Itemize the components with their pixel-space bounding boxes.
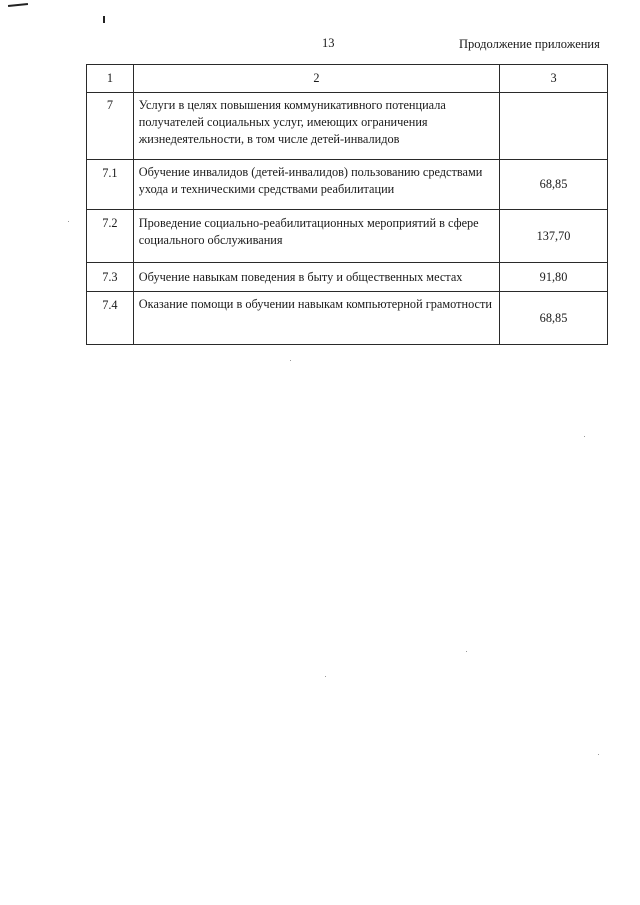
table-header-row	[87, 65, 608, 93]
row-number: 7	[87, 93, 134, 160]
page-number: 13	[322, 36, 335, 50]
row-number: 7.2	[87, 210, 134, 263]
row-number: 7.4	[87, 292, 134, 345]
service-price: 68,85	[500, 160, 608, 210]
service-name: Проведение социально-реабилитационных мероприятий в сфере социального обслуживания	[133, 210, 499, 263]
scan-speck	[466, 651, 467, 652]
services-price-table	[86, 64, 608, 345]
table-row	[87, 292, 608, 345]
service-price: 137,70	[500, 210, 608, 263]
scan-artifact-mark	[103, 16, 105, 23]
row-number: 7.1	[87, 160, 134, 210]
continuation-label: Продолжение приложения	[459, 37, 600, 51]
scan-speck	[584, 436, 585, 437]
service-name: Обучение навыкам поведения в быту и общественных местах	[133, 263, 499, 292]
table-row	[87, 210, 608, 263]
scan-speck	[68, 221, 69, 222]
scan-speck	[290, 360, 291, 361]
column-header-2: 2	[133, 65, 499, 93]
service-name: Обучение инвалидов (детей-инвалидов) пользованию средствами ухода и техническими средствами реабилитации	[133, 160, 499, 210]
column-header-1: 1	[87, 65, 134, 93]
scan-artifact-mark	[8, 3, 28, 7]
service-name: Оказание помощи в обучении навыкам компьютерной грамотности	[133, 292, 499, 345]
service-name: Услуги в целях повышения коммуникативного потенциала получателей социальных услуг, имеющих ограничения жизнедеятельности, в том числе детей-инвалидов	[133, 93, 499, 160]
service-price: 68,85	[500, 292, 608, 345]
table-row	[87, 263, 608, 292]
scan-speck	[325, 676, 326, 677]
service-price: 91,80	[500, 263, 608, 292]
column-header-3: 3	[500, 65, 608, 93]
row-number: 7.3	[87, 263, 134, 292]
table-row	[87, 160, 608, 210]
scan-speck	[598, 754, 599, 755]
table-row	[87, 93, 608, 160]
service-price	[500, 93, 608, 160]
